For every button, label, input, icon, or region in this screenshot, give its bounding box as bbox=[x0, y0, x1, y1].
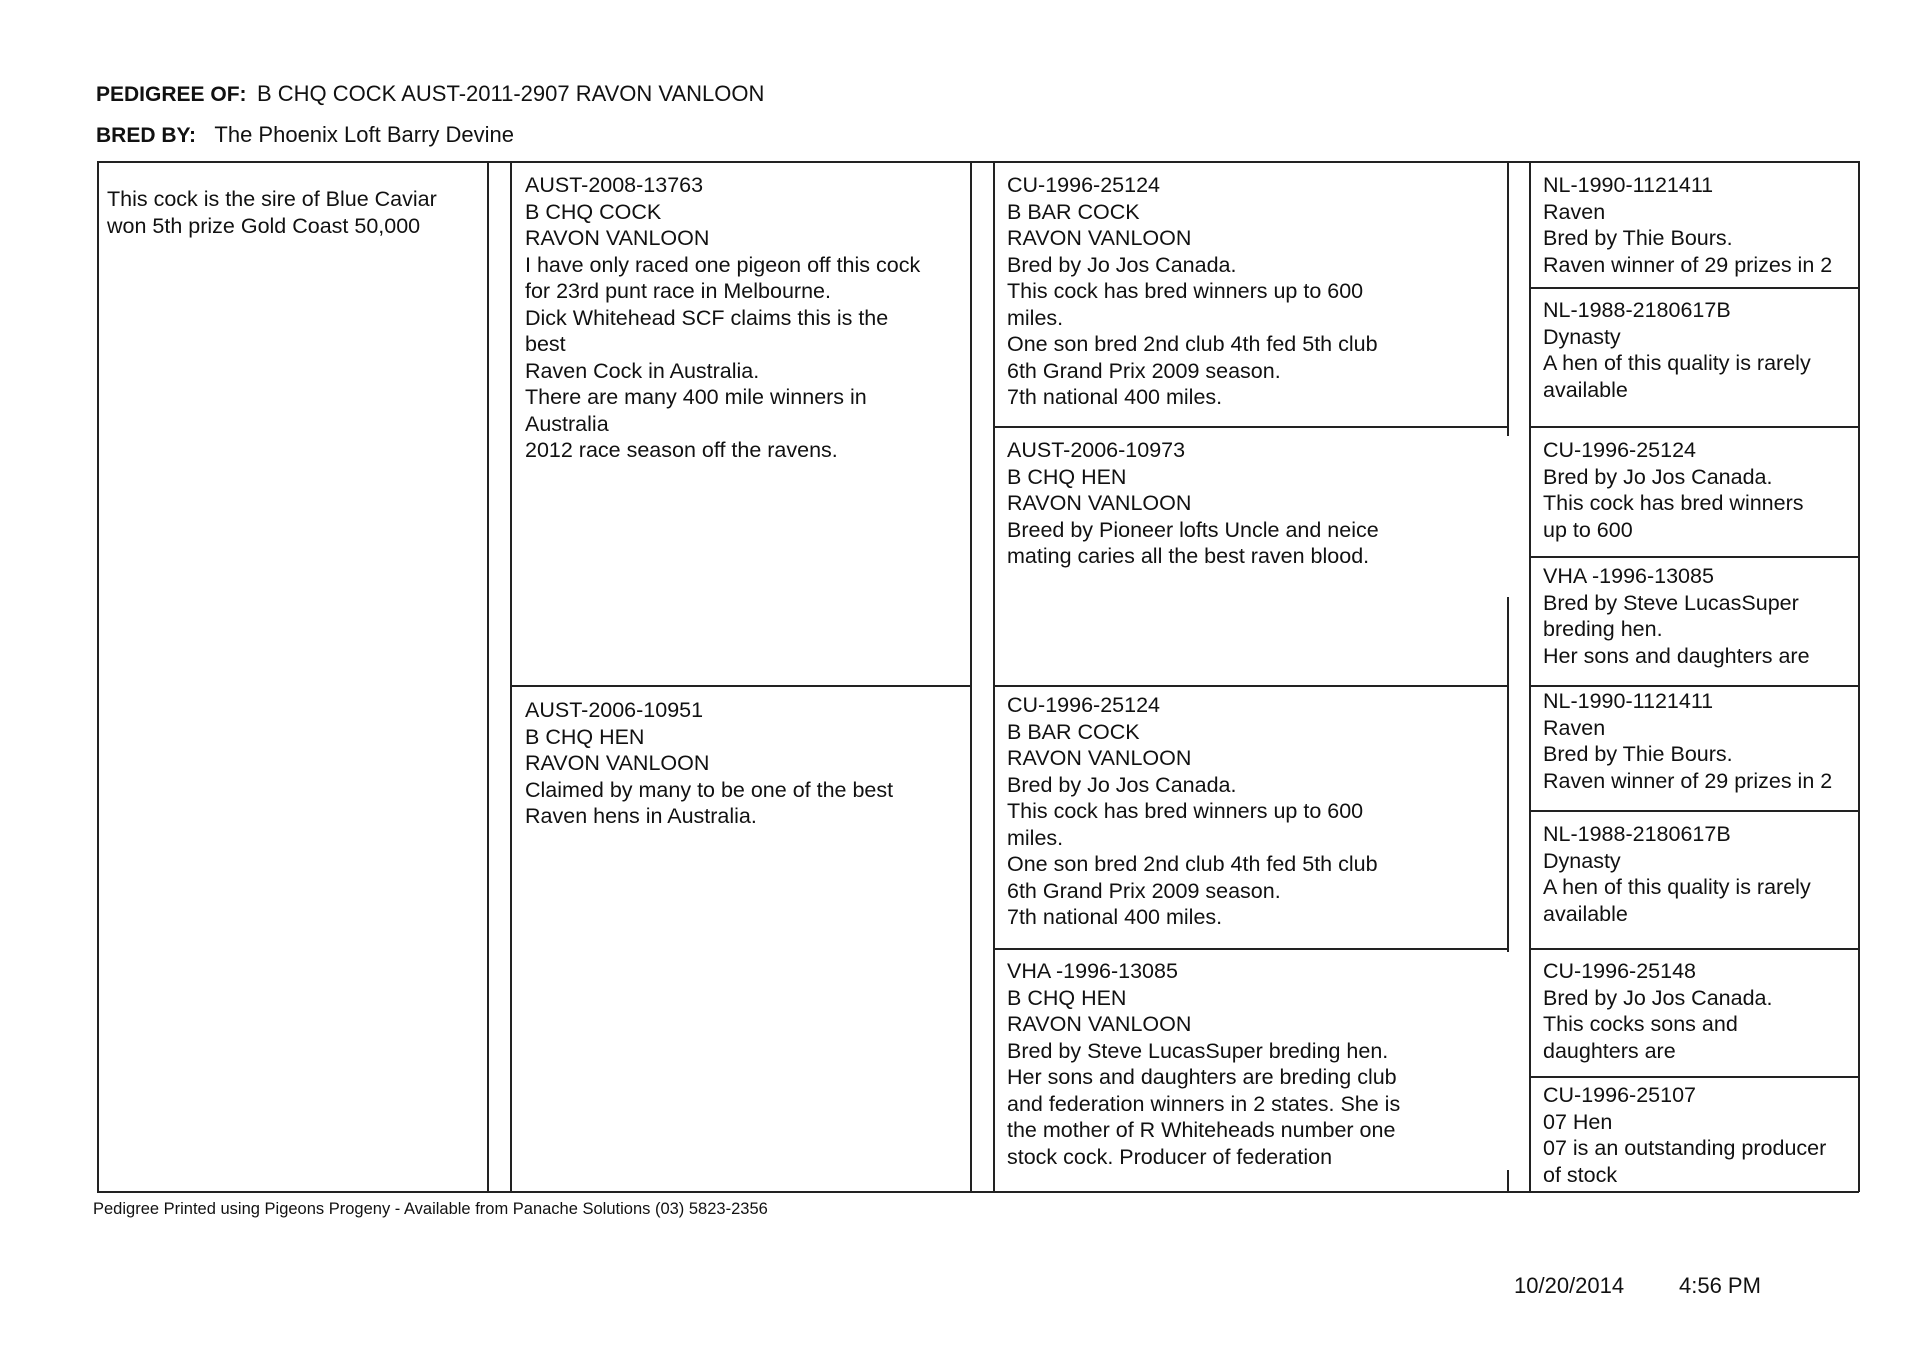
subject-notes: This cock is the sire of Blue Caviar won 5th prize Gold Coast 50,000 bbox=[107, 187, 437, 238]
great-grandparent-6: NL-1988-2180617B Dynasty A hen of this quality is rarely available bbox=[1543, 822, 1811, 926]
great-grandparent-1: NL-1990-1121411 Raven Bred by Thie Bours. Raven winner of 29 prizes in 2 bbox=[1543, 173, 1833, 277]
grandparent-3: CU-1996-25124 B BAR COCK RAVON VANLOON Bred by Jo Jos Canada. This cock has bred winners up to 600 miles. One son bred 2nd club 4th fed 5th club 6th Grand Prix 2009 season. 7th national 400 miles. bbox=[1007, 693, 1378, 929]
great-grandparent-5: NL-1990-1121411 Raven Bred by Thie Bours. Raven winner of 29 prizes in 2 bbox=[1543, 689, 1833, 793]
grid-top-border bbox=[97, 161, 1859, 163]
great-grandparent-8: CU-1996-25107 07 Hen 07 is an outstanding producer of stock bbox=[1543, 1083, 1827, 1187]
parent-split bbox=[510, 685, 971, 687]
ggp-split-2 bbox=[1529, 426, 1859, 428]
grandparent-2: AUST-2006-10973 B CHQ HEN RAVON VANLOON Breed by Pioneer lofts Uncle and neice mating caries all the best raven blood. bbox=[1007, 438, 1379, 568]
great-grandparent-4: VHA -1996-13085 Bred by Steve LucasSuper breding hen. Her sons and daughters are bbox=[1543, 564, 1810, 668]
great-grandparent-2: NL-1988-2180617B Dynasty A hen of this quality is rarely available bbox=[1543, 298, 1811, 402]
bred-by-value: The Phoenix Loft Barry Devine bbox=[214, 122, 515, 147]
print-time: 4:56 PM bbox=[1679, 1273, 1761, 1298]
grandparent-4: VHA -1996-13085 B CHQ HEN RAVON VANLOON Bred by Steve LucasSuper breding hen. Her sons and daughters are breding club and federation winners in 2 states. She is the mother of R Whiteheads number one stock cock. Producer of federation bbox=[1007, 959, 1401, 1169]
bred-by-label: BRED BY: bbox=[96, 124, 196, 147]
parent-dam: AUST-2006-10951 B CHQ HEN RAVON VANLOON Claimed by many to be one of the best Raven hens in Australia. bbox=[525, 698, 894, 828]
ggp-split-1 bbox=[1529, 287, 1859, 289]
ggp-split-5 bbox=[1529, 810, 1859, 812]
col-sep-3a-mid bbox=[1507, 597, 1509, 952]
parent-sire: AUST-2008-13763 B CHQ COCK RAVON VANLOON I have only raced one pigeon off this cock for 23rd punt race in Melbourne. Dick Whitehead SCF claims this is the best Raven Cock in Australia. There are many 400 mile winners in Australia 2012 race season off the ravens. bbox=[525, 173, 921, 462]
print-date: 10/20/2014 bbox=[1514, 1273, 1625, 1298]
grandparent-split-2 bbox=[993, 685, 1508, 687]
ggp-split-3 bbox=[1529, 556, 1859, 558]
col-sep-3a-top bbox=[1507, 161, 1509, 436]
great-grandparent-3: CU-1996-25124 Bred by Jo Jos Canada. This cock has bred winners up to 600 bbox=[1543, 438, 1804, 542]
ggp-split-6 bbox=[1529, 948, 1859, 950]
col-sep-1b bbox=[510, 161, 512, 1192]
col-sep-1a bbox=[487, 161, 489, 1192]
grandparent-split-1 bbox=[993, 426, 1508, 428]
great-grandparent-7: CU-1996-25148 Bred by Jo Jos Canada. This cocks sons and daughters are bbox=[1543, 959, 1773, 1063]
pedigree-label: PEDIGREE OF: bbox=[96, 83, 247, 106]
grid-left-border bbox=[97, 161, 99, 1192]
ggp-split-4 bbox=[1529, 685, 1859, 687]
col-sep-3a-bot bbox=[1507, 1170, 1509, 1191]
col-sep-2b bbox=[993, 161, 995, 1192]
grandparent-1: CU-1996-25124 B BAR COCK RAVON VANLOON Bred by Jo Jos Canada. This cock has bred winners up to 600 miles. One son bred 2nd club 4th fed 5th club 6th Grand Prix 2009 season. 7th national 400 miles. bbox=[1007, 173, 1378, 409]
grid-right-border bbox=[1858, 161, 1860, 1192]
col-sep-2a bbox=[970, 161, 972, 1192]
grandparent-split-3 bbox=[993, 948, 1508, 950]
bred-by-header bbox=[96, 122, 514, 148]
col-sep-3b bbox=[1529, 161, 1531, 1192]
grid-bottom-border bbox=[97, 1191, 1859, 1193]
pedigree-header bbox=[96, 81, 764, 107]
pedigree-value: B CHQ COCK AUST-2011-2907 RAVON VANLOON bbox=[256, 81, 765, 106]
ggp-split-7 bbox=[1529, 1076, 1859, 1078]
footer-credit: Pedigree Printed using Pigeons Progeny - Available from Panache Solutions (03) 5823-2356 bbox=[93, 1200, 768, 1218]
